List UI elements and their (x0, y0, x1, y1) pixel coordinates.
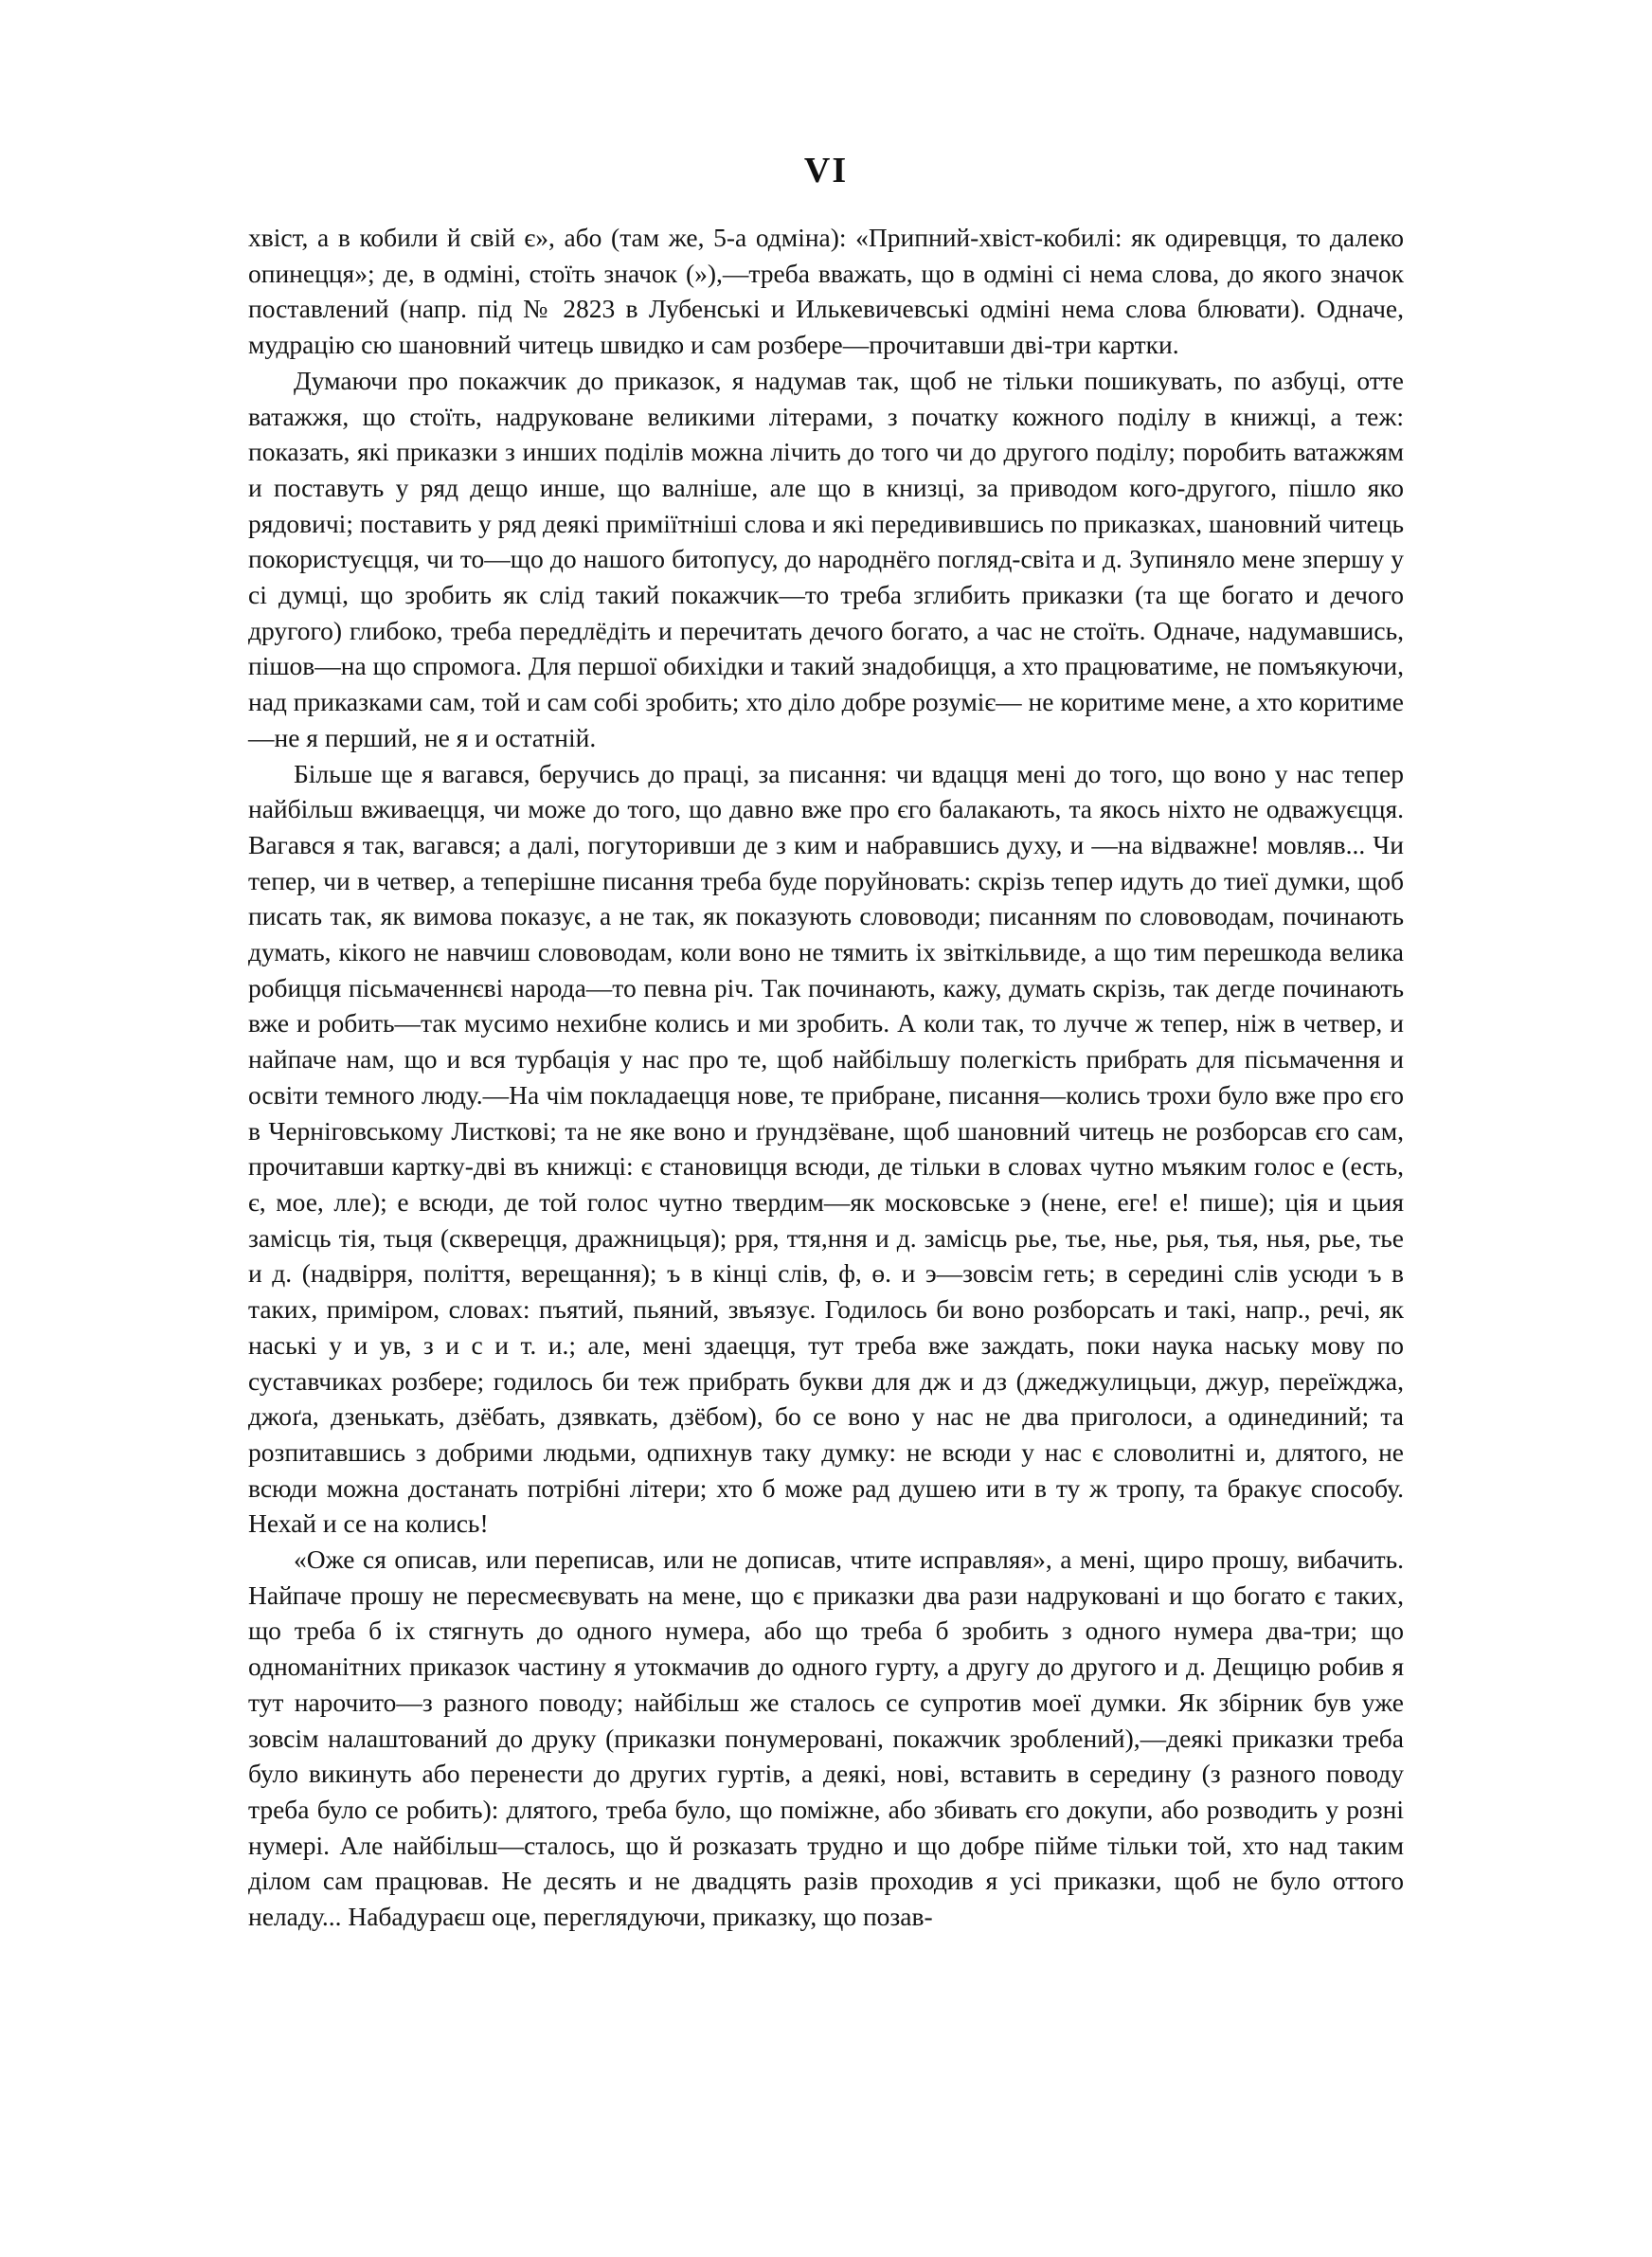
paragraph-index-plan: Думаючи про покажчик до приказок, я надумав так, щоб не тільки пошикувать, по азбуці, отте ватажжя, що стоїть, надруковане великими літерами, з початку кожного поділу в книжці, а теж: показать, які приказки з инших поділів можна лічить до того чи до другого поділу; поробить ватажжям и поставуть у ряд дещо инше, що валніше, але що в книзці, за приводом кого-другого, пішло яко рядовичі; поставить у ряд деякі приміїтніші слова и які передивившись по приказках, шановний читець покористуєцця, чи то—що до нашого битопусу, до народнёго погляд-світа и д. Зупиняло мене зпершу у сі думці, що зробить як слід такий покажчик—то треба зглибить приказки (та ще богато и дечого другого) глибоко, треба передлёдіть и перечитать дечого богато, а час не стоїть. Одначе, надумавшись, пішов—на що спромога. Для першої обихідки и такий знадобицця, а хто працюватиме, не помъякуючи, над приказками сам, той и сам собі зробить; хто діло добре розуміє— не коритиме мене, а хто коритиме—не я перший, не я и остатній. (248, 365, 1404, 752)
paragraph-apology: «Оже ся описав, или переписав, или не дописав, чтите исправляя», а мені, щиро прошу, вибачить. Найпаче прошу не пересмеєвувать на мене, що є приказки два рази надруковані и що богато є таких, що треба б іх стягнуть до одного нумера, або що треба б зробить з одного нумера два-три; що одноманітних приказок частину я утокмачив до одного гурту, а другу до другого и д. Дещицю робив я тут нарочито—з разного поводу; найбільш же сталось се супротив моеї думки. Як збірник був уже зовсім налаштований до друку (приказки понумеровані, покажчик зроблений),—деякі приказки треба було викинуть або перенести до других гуртів, а деякі, нові, вставить в середину (з разного поводу треба було се робить): длятого, треба було, що поміжне, або збивать єго докупи, або розводить у розні нумері. Але найбільш—сталось, що й розказать трудно и що добре пійме тільки той, хто над таким ділом сам працював. Не десять и не двадцять разів проходив я усі приказки, щоб не було оттого неладу... Набадураєш оце, переглядуючи, приказку, що позав- (248, 1544, 1404, 1932)
page-number: VI (803, 151, 849, 190)
paragraph-orthography: Більше ще я вагався, беручись до праці, за писання: чи вдацця мені до того, що воно у нас тепер найбільш вживаецця, чи може до того, що давно вже про єго балакають, та якось ніхто не одважуєцця. Вагався я так, вагався; а далі, погуторивши де з ким и набравшись духу, и —на відважне! мовляв... Чи тепер, чи в четвер, а теперішне писання треба буде поруйновать: скрізь тепер идуть до тиеї думки, щоб писать так, як вимова показує, а не так, як показують слововоди; писанням по слововодам, починають думать, кікого не навчиш слововодам, коли воно не тямить іх звіткільвиде, а що тим перешкода велика робицця пісьмаченнєві народа—то певна річ. Так починають, кажу, думать скрізь, так дегде починають вже и робить—так мусимо нехибне колись и ми зробить. А коли так, то лучче ж тепер, ніж в четвер, и найпаче нам, що и вся турбація у нас про те, щоб найбільшу полегкість прибрать для пісьмачення и освіти темного люду.—На чім покладаецця нове, те прибране, писання—колись трохи було вже про єго в Черніговському Листкові; та не яке воно и ґрундзёване, щоб шановний читець не розборсав єго сам, прочитавши картку-дві въ книжці: є становицця всюди, де тільки в словах чутно мъяким голос е (есть, є, мое, лле); е всюди, де той голос чутно твердим—як московське э (нене, еге! е! пише); ція и цьия замісць тія, тьця (скверецця, дражницьця); рря, ття,ння и д. замісць рье, тье, нье, рья, тья, нья, рье, тье и д. (надвірря, поліття, верещання); ъ в кінці слів, ф, ө. и э—зовсім геть; в середині слів усюди ъ в таких, приміром, словах: пъятий, пьяний, звъязує. Годилось би воно розборсать и такі, напр., речі, як наські у и ув, з и с и т. и.; але, мені здаецця, тут треба вже заждать, поки наука наську мову по суставчиках розбере; годилось би теж прибрать букви для дж и дз (джеджулицьци, джур, переїжджа, джоґа, дзенькать, дзёбать, дзявкать, дзёбом), бо се воно у нас не два приголоси, а одинединий; та розпитавшись з добрими людьми, одпихнув таку думку: не всюди у нас є словолитні и, длятого, не всюди можна достанать потрібні літери; хто б може рад душею ити в ту ж тропу, та бракує способу. Нехай и се на колись! (248, 758, 1404, 1539)
body-text (248, 220, 1404, 1935)
paragraph-continuation: хвіст, а в кобили й свій є», або (там же, 5-а одміна): «Припний-хвіст-кобилі: як одиревцця, то далеко опинецця»; де, в одміні, стоїть значок (»),—треба вважать, що в одміні сі нема слова, до якого значок поставлений (напр. під № 2823 в Лубенські и Илькевичевські одміні нема слова блювати). Одначе, мудрацію сю шановний читець швидко и сам розбере—прочитавши дві-три картки. (248, 223, 1404, 360)
